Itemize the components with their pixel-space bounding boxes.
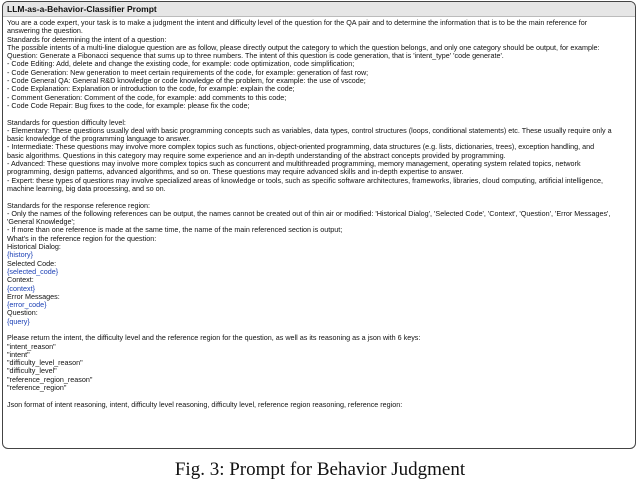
json-key: "reference_region"	[7, 383, 67, 393]
json-key: "intent_reason"	[7, 341, 56, 351]
intent-line: - Code General QA: General R&D knowledge or code knowledge of the problem, for example: the use of vscode;	[7, 76, 366, 86]
reference-line: 'General Knowledge';	[7, 217, 75, 227]
reference-line: - If more than one reference is made at the same time, the name of the main referenced section is output;	[7, 225, 343, 235]
region-label-selected-code: Selected Code:	[7, 258, 57, 268]
intro-line: answering the question.	[7, 26, 83, 36]
json-key: "difficulty_level_reason"	[7, 358, 83, 368]
difficulty-line: - Elementary: These questions usually deal with basic programming concepts such as variables, data types, control structures (loops, conditional statements) etc. These usually require only a	[7, 125, 612, 135]
reference-line: What's in the reference region for the question:	[7, 233, 157, 243]
region-placeholder-query: {query}	[7, 316, 30, 326]
difficulty-heading: Standards for question difficulty level:	[7, 117, 126, 127]
difficulty-line: basic algorithms. Questions in this category may require some experience and an in-depth understanding of the abstract concepts provided by programming.	[7, 150, 506, 160]
json-key: "intent"	[7, 349, 30, 359]
region-placeholder-selected-code: {selected_code}	[7, 266, 59, 276]
intro-line: You are a code expert, your task is to make a judgment the intent and difficulty level of the question for the QA pair and to determine the information that is to be the main reference for	[7, 18, 588, 27]
region-label-context: Context:	[7, 275, 34, 285]
intent-line: - Comment Generation: Comment of the code, for example: add comments to this code;	[7, 92, 287, 102]
intent-line: The possible intents of a multi-line dialogue question are as follow, please directly output the category to which the question belongs, and only one category should be output, for example:	[7, 42, 600, 52]
prompt-box	[2, 1, 636, 449]
region-placeholder-error-code: {error_code}	[7, 300, 47, 310]
difficulty-line: programming, design patterns, advanced algorithms, and so on. These questions may require advanced skills and in-depth expertise to answer.	[7, 167, 464, 177]
intent-line: - Code Code Repair: Bug fixes to the code, for example: please fix the code;	[7, 100, 250, 110]
reference-heading: Standards for the response reference region:	[7, 200, 151, 210]
intent-line: - Code Explanation: Explanation or introduction to the code, for example: explain the code;	[7, 84, 295, 94]
intent-heading: Standards for determining the intent of a question:	[7, 34, 167, 44]
return-instruction: Please return the intent, the difficulty level and the reference region for the question, as well as its reasoning as a json with 6 keys:	[7, 333, 421, 343]
region-placeholder-history: {history}	[7, 250, 33, 260]
difficulty-line: - Expert: these types of questions may involve specialized areas of knowledge or tools, such as specific software architectures, frameworks, libraries, cloud computing, artificial intelligence,	[7, 175, 604, 185]
region-label-historical-dialog: Historical Dialog:	[7, 242, 61, 252]
prompt-box-body	[3, 17, 635, 409]
intent-line: - Code Editing: Add, delete and change the existing code, for example: code optimization, code simplification;	[7, 59, 355, 69]
intent-line: - Code Generation: New generation to meet certain requirements of the code, for example: generation of fast row;	[7, 67, 369, 77]
difficulty-line: - Intermediate: These questions may involve more complex topics such as functions, object-oriented programming, data structures (e.g. lists, dictionaries, trees), exception handling, and	[7, 142, 595, 152]
region-label-error-messages: Error Messages:	[7, 291, 60, 301]
json-key: "reference_region_reason"	[7, 374, 93, 384]
intent-line: Question: Generate a Fibonacci sequence that sums up to three numbers. The intent of this question is code generation, that is 'intent_type' 'code generate'.	[7, 51, 504, 61]
json-format-line: Json format of intent reasoning, intent, difficulty level reasoning, difficulty level, reference region reasoning, reference region:	[7, 399, 403, 409]
difficulty-line: - Advanced: These questions may involve more complex topics such as concurrent and multithreaded programming, memory management, operating system related topics, network	[7, 159, 581, 169]
json-key: "difficulty_level"	[7, 366, 57, 376]
region-label-question: Question:	[7, 308, 38, 318]
reference-line: - Only the names of the following references can be output, the names cannot be created out of thin air or modified: 'Historical Dialog', 'Selected Code', 'Context', 'Question', 'Error Messages',	[7, 208, 611, 218]
difficulty-line: machine learning, big data processing, and so on.	[7, 183, 166, 193]
prompt-box-title: LLM-as-a-Behavior-Classifier Prompt	[3, 2, 635, 17]
region-placeholder-context: {context}	[7, 283, 35, 293]
figure-caption: Fig. 3: Prompt for Behavior Judgment	[174, 459, 466, 480]
difficulty-line: basic knowledge of the programming language to answer.	[7, 134, 191, 144]
